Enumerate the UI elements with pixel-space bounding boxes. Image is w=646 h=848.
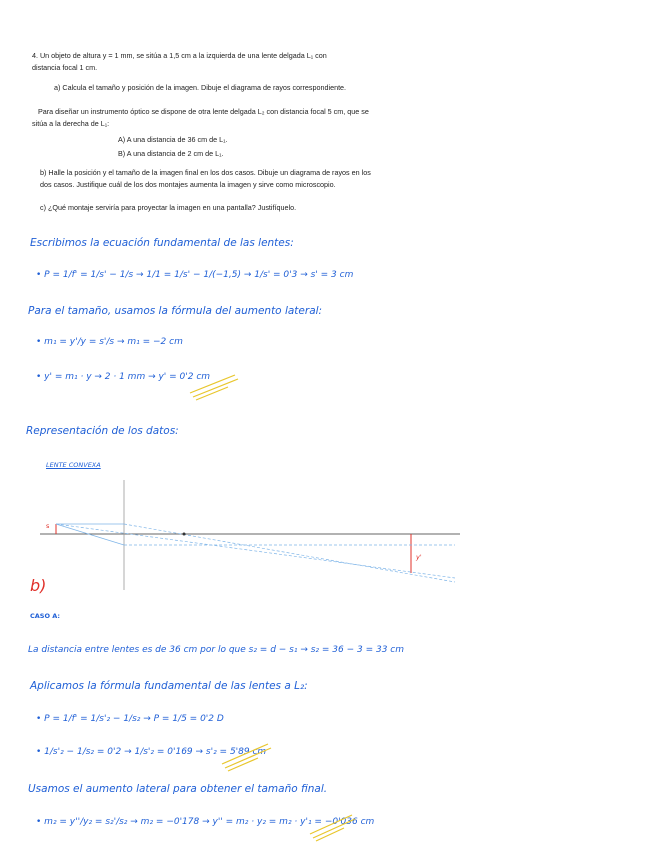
highlight-scribble-2 [222,744,271,771]
problem-part-c: c) ¿Qué montaje serviría para proyectar la imagen en una pantalla? Justifíquelo. [40,203,297,212]
solution-heading-6: Usamos el aumento lateral para obtener el tamaño final. [28,783,328,795]
bullet-icon: • [36,747,45,757]
problem-intro-line-1: Para diseñar un instrumento óptico se dispone de otra lente delgada L₂ con distancia focal 5 cm, que se [38,107,369,116]
equation-lens-1-text: P = 1/f' = 1/s' − 1/s → 1/1 = 1/s' − 1/(−1,5) → 1/s' = 0'3 → s' = 3 cm [44,270,354,280]
equation-final-size-text: m₂ = y''/y₂ = s₂'/s₂ → m₂ = −0'178 → y'' = m₂ · y₂ = m₂ · y'₁ = −0'036 cm [44,817,375,827]
solution-heading-3: Representación de los datos: [26,425,179,437]
problem-part-b-line-1: b) Halle la posición y el tamaño de la imagen final en los dos casos. Dibuje un diagrama de rayos en los [40,168,371,177]
solution-heading-2: Para el tamaño, usamos la fórmula del aumento lateral: [28,305,323,317]
ray-refracted-1 [124,524,455,582]
problem-statement-line-2: distancia focal 1 cm. [32,63,98,72]
problem-option-a: A) A una distancia de 36 cm de L₁. [118,135,228,144]
part-b-label: b) [30,576,47,595]
diagram-label-y-prime: y' [416,553,422,561]
case-a-label: CASO A: [30,612,61,620]
highlight-scribble-1 [190,375,238,400]
focal-point [183,533,186,536]
diagram-label: LENTE CONVEXA [46,461,101,469]
problem-option-b: B) A una distancia de 2 cm de L₁. [118,149,224,158]
bullet-icon: • [36,714,45,724]
diagram-label-s: s [46,522,50,530]
bullet-icon: • [36,270,45,280]
equation-image-size-text: y' = m₁ · y → 2 · 1 mm → y' = 0'2 cm [44,372,211,382]
equation-magnification-text: m₁ = y'/y = s'/s → m₁ = −2 cm [44,337,183,347]
problem-part-a: a) Calcula el tamaño y posición de la imagen. Dibuje el diagrama de rayos correspondiente. [54,83,347,92]
problem-statement-line-1: 4. Un objeto de altura y = 1 mm, se sitúa a 1,5 cm a la izquierda de una lente delgada L₁ con [32,51,327,60]
problem-intro-line-2: sitúa a la derecha de L₁: [32,119,110,128]
solution-heading-4: La distancia entre lentes es de 36 cm por lo que s₂ = d − s₁ → s₂ = 36 − 3 = 33 cm [28,645,405,655]
ray-center [56,524,455,578]
solution-heading-1: Escribimos la ecuación fundamental de las lentes: [30,237,294,249]
equation-power-l2-text: P = 1/f' = 1/s'₂ − 1/s₂ → P = 1/5 = 0'2 D [44,714,224,724]
problem-part-b-line-2: dos casos. Justifique cuál de los dos montajes aumenta la imagen y sirve como microscopio. [40,180,336,189]
equation-image-position-l2-text: 1/s'₂ − 1/s₂ = 0'2 → 1/s'₂ = 0'169 → s'₂ = 5'89 cm [44,747,267,757]
solution-heading-5: Aplicamos la fórmula fundamental de las lentes a L₂: [30,680,308,692]
ray-focal [56,524,124,545]
bullet-icon: • [36,817,45,827]
highlight-scribble-3 [310,815,355,841]
bullet-icon: • [36,337,45,347]
bullet-icon: • [36,372,45,382]
